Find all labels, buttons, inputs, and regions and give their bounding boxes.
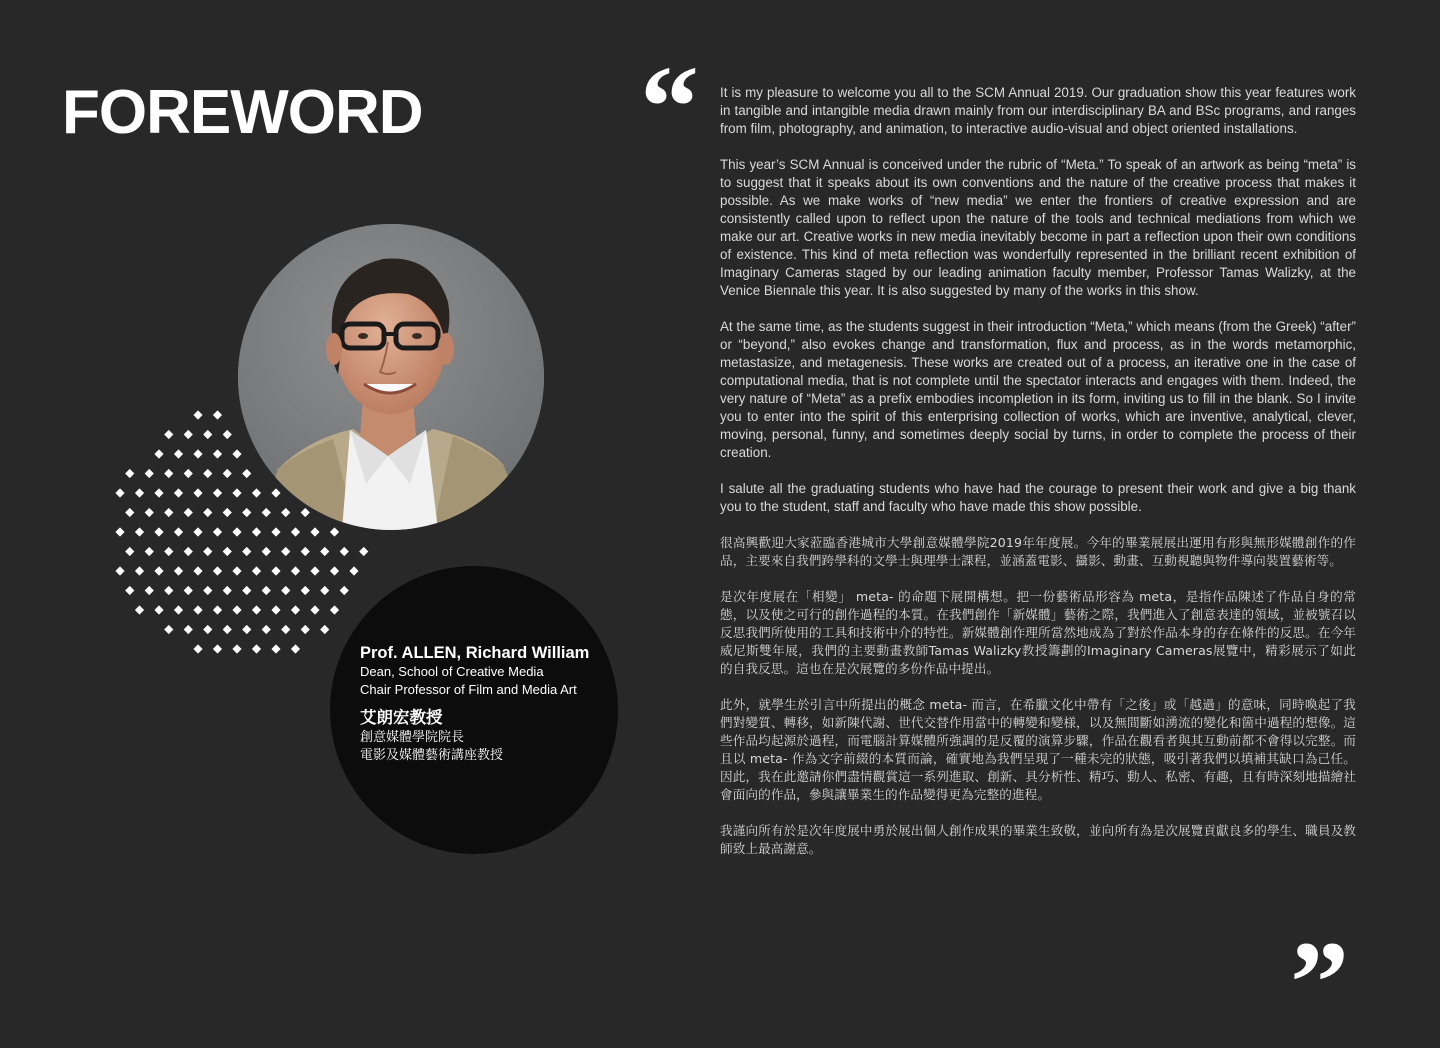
paragraph-en-4: I salute all the graduating students who have had the courage to present their work and give a big thank you to the student, staff and faculty who have made this show possible. [720,481,1356,514]
diamond-dot [213,488,222,497]
diamond-dot [193,488,202,497]
diamond-dot [125,508,134,517]
author-title-en-2: Chair Professor of Film and Media Art [360,682,577,697]
diamond-dot [262,625,271,634]
diamond-dot [232,566,241,575]
diamond-dot [291,605,300,614]
diamond-dot [232,449,241,458]
diamond-dot [232,644,241,653]
diamond-dot [193,449,202,458]
diamond-dot [223,469,232,478]
diamond-dot [193,527,202,536]
diamond-dot [213,449,222,458]
diamond-dot [223,547,232,556]
paragraph-en-1: It is my pleasure to welcome you all to the SCM Annual 2019. Our graduation show this year features work in tangible and intangible media drawn mainly from our interdisciplinary BA and BSc programs, and ranges from film, photography, and animation, to interactive audio-visual and object oriented installations. [720,85,1356,136]
diamond-dot [271,605,280,614]
paragraph-en-2: This year’s SCM Annual is conceived under the rubric of “Meta.” To speak of an artwork as being “meta” is to suggest that it speaks about its own conventions and the nature of the creative process that makes it possible. As we make works of “new media” we enter the frontiers of creative expression and are consistently called upon to reflect upon the nature of the tools and technical mediations from which we make our art. Creative works in new media inevitably become in part a reflection upon their own conditions of existence. This kind of meta reflection was wonderfully represented in the brilliant recent exhibition of Imaginary Cameras staged by our leading animation faculty member, Professor Tamas Walizky, at the Venice Biennale this year. It is also suggested by many of the works in this show. [720,157,1356,298]
diamond-dot [340,586,349,595]
diamond-dot [310,605,319,614]
paragraph-en-3: At the same time, as the students suggest in their introduction “Meta,” which means (from the Greek) “after” or “beyond,” also evokes change and transformation, flux and process, as in the words metamorphic, metastasize, and metagenesis. These works are created out of a process, an iterative one in the case of computational media, that is not complete until the spectator interacts and engages with them. Indeed, the very nature of “Meta” as a prefix embodies incompletion in its form, inviting us to fill in the blank. So I invite you to enter into the spirit of this enterprising collection of works, which are inventive, analytical, clever, moving, personal, funny, and sometimes deeply social by turns, in order to complete the process of their creation. [720,319,1356,460]
diamond-dot [184,586,193,595]
diamond-dot [223,508,232,517]
diamond-dot [242,625,251,634]
diamond-dot [301,586,310,595]
diamond-dot [184,547,193,556]
diamond-dot [213,605,222,614]
diamond-dot [203,508,212,517]
diamond-dot [252,527,261,536]
diamond-dot [135,605,144,614]
diamond-dot [271,527,280,536]
diamond-dot [281,586,290,595]
author-title-zh-1: 創意媒體學院院長 [360,730,465,745]
diamond-dot [252,566,261,575]
foreword-body [720,84,1356,876]
diamond-dot [154,605,163,614]
diamond-dot [154,527,163,536]
diamond-dot [213,410,222,419]
author-name-en: Prof. ALLEN, Richard William [360,644,590,662]
diamond-dot [262,586,271,595]
diamond-dot [203,430,212,439]
diamond-dot [232,527,241,536]
diamond-dot [291,644,300,653]
diamond-dot [281,625,290,634]
diamond-dot [184,508,193,517]
diamond-dot [340,547,349,556]
diamond-dot [135,527,144,536]
paragraph-zh-2: 是次年度展在「相變」 meta- 的命題下展開構想。把一份藝術品形容為 meta，是指作品陳述了作品自身的常態，以及使之可行的創作過程的本質。在我們創作「新媒體」藝術之際，我們進入了創意表達的領域，並被號召以反思我們所使用的工具和技術中介的特性。新媒體創作理所當然地成為了對於作品本身的存在條件的反思。在今年威尼斯雙年展，我們的主要動畫教師Tamas Walizky教授籌劃的Imaginary Cameras展覽中，精彩展示了如此的自我反思。這也在是次展覽的多份作品中提出。 [720,589,1356,676]
diamond-dot [242,586,251,595]
diamond-dot [223,625,232,634]
diamond-dot [310,566,319,575]
diamond-dot [145,508,154,517]
diamond-dot [174,527,183,536]
diamond-dot [242,547,251,556]
diamond-dot [174,488,183,497]
diamond-dot [213,566,222,575]
diamond-dot [145,469,154,478]
author-name-zh: 艾朗宏教授 [360,708,443,727]
diamond-dot [330,605,339,614]
diamond-dot [252,605,261,614]
diamond-dot [262,508,271,517]
diamond-dot [203,586,212,595]
diamond-dot [164,469,173,478]
diamond-dot [115,527,124,536]
diamond-dot [115,566,124,575]
diamond-dot [223,430,232,439]
diamond-dot [193,410,202,419]
diamond-dot [193,605,202,614]
diamond-dot [281,547,290,556]
diamond-dot [193,644,202,653]
diamond-dot [242,508,251,517]
portrait-photo [238,224,544,530]
diamond-dot [154,449,163,458]
diamond-dot [330,566,339,575]
diamond-dot [301,547,310,556]
diamond-dot [164,625,173,634]
diamond-dot [145,547,154,556]
diamond-dot [320,625,329,634]
diamond-dot [145,586,154,595]
diamond-dot [320,586,329,595]
diamond-dot [271,566,280,575]
diamond-dot [232,605,241,614]
diamond-dot [301,508,310,517]
paragraph-zh-4: 我謹向所有於是次年度展中勇於展出個人創作成果的畢業生致敬，並向所有為是次展覽貢獻良多的學生、職員及教師致上最高謝意。 [720,823,1356,856]
diamond-dot [164,430,173,439]
diamond-dot [281,508,290,517]
diamond-dot [252,488,261,497]
author-title-en-1: Dean, School of Creative Media [360,664,544,679]
diamond-dot [174,449,183,458]
page-title: FOREWORD [62,78,423,147]
diamond-dot [184,625,193,634]
diamond-dot [271,488,280,497]
author-caption [360,643,610,765]
diamond-dot [174,566,183,575]
diamond-dot [154,488,163,497]
diamond-dot [213,644,222,653]
diamond-dot [262,547,271,556]
open-quote-icon: “ [640,41,699,172]
diamond-dot [349,566,358,575]
diamond-dot [154,566,163,575]
author-title-zh-2: 電影及媒體藝術講座教授 [360,748,504,763]
paragraph-zh-3: 此外，就學生於引言中所提出的概念 meta- 而言，在希臘文化中帶有「之後」或「越過」的意味，同時喚起了我們對變質、轉移，如新陳代謝、世代交替作用當中的轉變和變様，以及無間斷如湧流的變化和箇中過程的想像。這些作品均起源於過程，而電腦計算媒體所強調的是反覆的演算步驟，作品在觀看者與其互動前都不會得以完整。而且以 meta- 作為文字前綴的本質而論，確實地為我們呈現了一種未完的狀態，吸引著我們以填補其缺口為己任。因此，我在此邀請你們盡情觀賞這一系列進取、創新、具分析性、精巧、動人、私密、有趣，且有時深刻地描繪社會面向的作品，參與讓畢業生的作品變得更為完整的進程。 [720,697,1356,802]
diamond-dot [184,469,193,478]
diamond-dot [223,586,232,595]
paragraph-zh-1: 很高興歡迎大家蒞臨香港城市大學創意媒體學院2019年年度展。今年的畢業展展出運用有形與無形媒體創作的作品，主要來自我們跨學科的文學士與理學士課程，並涵蓋電影、攝影、動畫、互動視聽與物件導向裝置藝術等。 [720,535,1356,568]
diamond-dot [135,488,144,497]
diamond-dot [232,488,241,497]
diamond-dot [320,547,329,556]
diamond-dot [242,469,251,478]
diamond-dot [135,566,144,575]
diamond-dot [164,547,173,556]
diamond-dot [291,527,300,536]
diamond-dot [125,586,134,595]
diamond-dot [330,527,339,536]
diamond-dot [252,644,261,653]
diamond-dot [271,644,280,653]
diamond-dot [310,527,319,536]
diamond-dot [115,488,124,497]
diamond-dot [291,566,300,575]
diamond-dot [125,469,134,478]
diamond-dot [193,566,202,575]
diamond-dot [203,625,212,634]
diamond-dot [301,625,310,634]
diamond-dot [164,508,173,517]
diamond-dot [174,605,183,614]
diamond-dot [164,586,173,595]
diamond-dot [359,547,368,556]
close-quote-icon: ” [1290,917,1349,1048]
diamond-dot [125,547,134,556]
diamond-dot [203,469,212,478]
diamond-dot [213,527,222,536]
diamond-dot [203,547,212,556]
diamond-dot [184,430,193,439]
